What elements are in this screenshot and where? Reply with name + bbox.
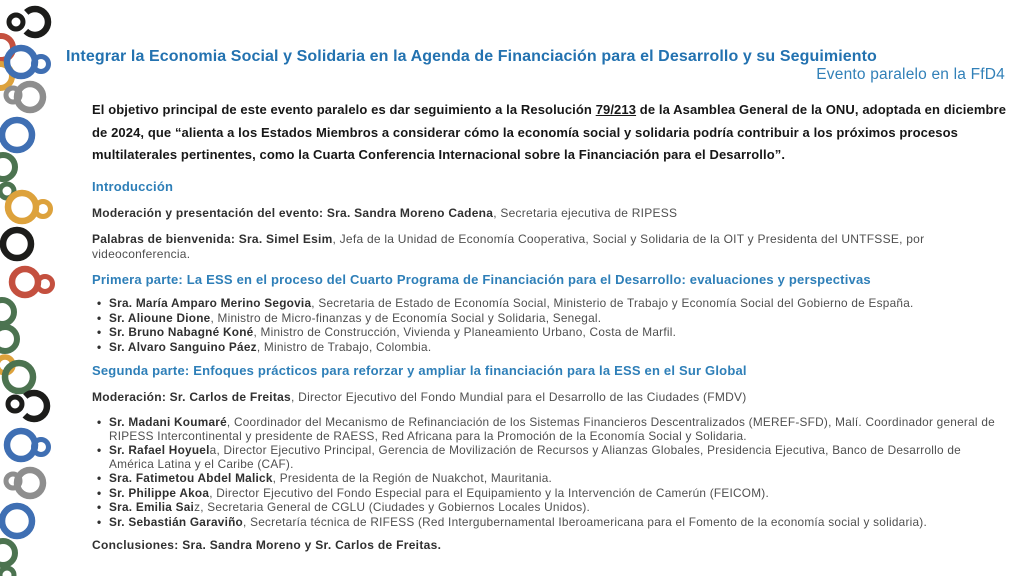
speaker-role: a, Director Ejecutivo Principal, Gerencia de Movilización de Recursos y Alianzas Globales, Presidencia Ejecutiva, Banco de Desarrollo de América Latina y el Caribe (CAF).: [109, 443, 961, 471]
speaker-role: z, Secretaria General de CGLU (Ciudades y Gobiernos Locales Unidos).: [194, 500, 591, 514]
speaker-name: Sr. Alvaro Sanguino Páez: [109, 339, 257, 354]
moderation-intro-role: , Secretaria ejecutiva de RIPESS: [493, 206, 678, 220]
welcome-names: Palabras de bienvenida: Sra. Simel Esim: [92, 232, 333, 246]
speaker-name: Sr. Rafael Hoyuel: [109, 443, 210, 457]
event-subtitle: Evento paralelo en la FfD4: [816, 66, 1005, 83]
speaker-item: [92, 416, 1008, 443]
speaker-item: [92, 326, 1008, 340]
speaker-item: [92, 444, 1008, 471]
speaker-role: , Secretaria de Estado de Economía Social, Ministerio de Trabajo y Economía Social del Gobierno de España.: [311, 296, 914, 310]
intro-paragraph: [92, 99, 1008, 167]
speaker-item: [92, 487, 1008, 501]
moderation-segunda-names: Moderación: Sr. Carlos de Freitas: [92, 390, 291, 404]
speaker-name: Sra. Emilia Sai: [109, 500, 195, 514]
section-heading-primera: Primera parte: La ESS en el proceso del Cuarto Programa de Financiación para el Desarrollo: evaluaciones y perspectivas: [92, 272, 871, 287]
speakers-list-primera: [92, 297, 1008, 355]
resolution-link[interactable]: 79/213: [595, 102, 637, 117]
intro-text-before: El objetivo principal de este evento paralelo es dar seguimiento a la Resolución: [92, 102, 596, 117]
speaker-name: Sr. Alioune Dione: [109, 310, 211, 325]
speaker-name: Sr. Sebastián Garaviño: [109, 514, 244, 529]
speakers-list-segunda: [92, 416, 1008, 530]
speaker-name: Sra. Fatimetou Abdel Malick: [109, 471, 273, 485]
section-heading-segunda: Segunda parte: Enfoques prácticos para reforzar y ampliar la financiación para la ESS en el Sur Global: [92, 363, 747, 378]
speaker-name: Sr. Madani Koumaré: [109, 415, 227, 429]
page-title: Integrar la Economia Social y Solidaria en la Agenda de Financiación para el Desarrollo y su Seguimiento: [66, 47, 877, 65]
speaker-item: [92, 341, 1008, 355]
speaker-item: [92, 297, 1008, 311]
section-heading-introduccion: Introducción: [92, 179, 174, 194]
speaker-role: , Secretaría técnica de RIFESS (Red Intergubernamental Iberoamericana para el Fomento de la economía social y solidaria).: [243, 514, 928, 529]
moderation-line-segunda: [92, 390, 1008, 405]
welcome-line: [92, 232, 1008, 262]
speaker-role: , Ministro de Construcción, Vivienda y Planeamiento Urbano, Costa de Marfil.: [253, 325, 677, 339]
welcome-role: , Jefa de la Unidad de Economía Cooperativa, Social y Solidaria de la OIT y Presidenta del UNTFSSE, por videoconferencia.: [92, 232, 925, 261]
speaker-name: Sra. María Amparo Merino Segovia: [109, 296, 312, 310]
speaker-role: , Ministro de Trabajo, Colombia.: [256, 339, 432, 354]
speaker-item: [92, 312, 1008, 326]
speaker-role: , Director Ejecutivo del Fondo Especial para el Equipamiento y la Intervención de Camerún (FEICOM).: [209, 485, 769, 500]
speaker-role: , Coordinador del Mecanismo de Refinanciación de los Sistemas Financieros Descentralizados (MEREF-SFD), Malí. Coordinador general de RIPESS Intercontinental y presidente de RAESS, Red Africana para la Promoción de la Economía Social y Solidaria.: [109, 415, 995, 443]
moderation-segunda-role: , Director Ejecutivo del Fondo Mundial para el Desarrollo de las Ciudades (FMDV): [290, 390, 747, 404]
speaker-item: [92, 501, 1008, 515]
speaker-item: [92, 472, 1008, 486]
speaker-name: Sr. Philippe Akoa: [109, 485, 210, 500]
moderation-line-intro: [92, 206, 1008, 221]
speaker-name: Sr. Bruno Nabagné Koné: [109, 325, 254, 339]
interlocking-rings-decoration: [0, 0, 55, 576]
speaker-role: , Presidenta de la Región de Nuakchot, Mauritania.: [272, 471, 553, 485]
conclusions-line: Conclusiones: Sra. Sandra Moreno y Sr. Carlos de Freitas.: [92, 538, 442, 552]
intro-text-after: de la Asamblea General de la ONU, adoptada en diciembre de 2024, que “alienta a los Estados Miembros a considerar cómo la economía social y solidaria podría contribuir a los próximos procesos multilaterales pertinentes, como la Cuarta Conferencia Internacional sobre la Financiación para el Desarrollo”.: [92, 102, 1007, 162]
moderation-intro-names: Moderación y presentación del evento: Sra. Sandra Moreno Cadena: [92, 206, 494, 220]
speaker-role: , Ministro de Micro-finanzas y de Economía Social y Solidaria, Senegal.: [210, 310, 602, 325]
speaker-item: [92, 516, 1008, 530]
